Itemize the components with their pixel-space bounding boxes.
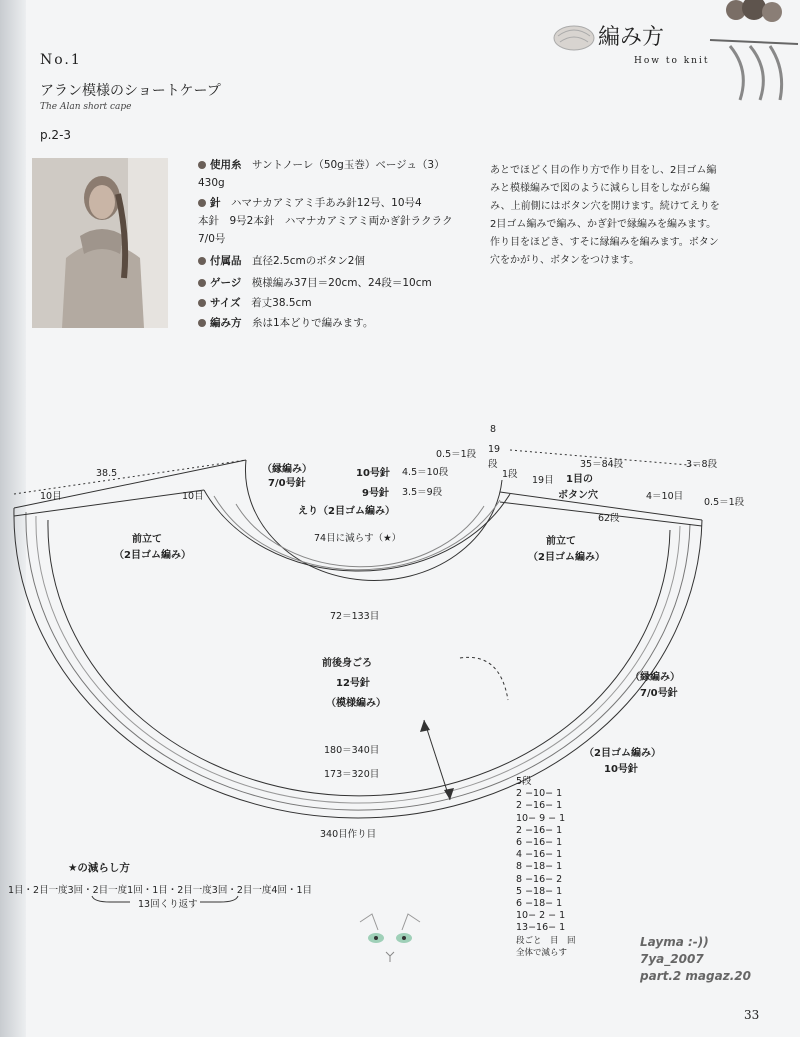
rows-header: 5段 <box>516 776 532 787</box>
spec-method <box>198 314 464 332</box>
decrease-repeat: 13回くり返す <box>138 899 198 910</box>
pattern-title: アラン模様のショートケープ <box>40 83 221 99</box>
dim-top-05: 0.5＝1段 <box>436 449 477 460</box>
rows-item: 4 −16− 1 <box>516 849 563 861</box>
rows-item: 10− 9 − 1 <box>516 812 566 824</box>
label-count-180: 180＝340目 <box>324 745 380 756</box>
label-edge-right-needle: 7/0号針 <box>640 688 678 699</box>
spec-method-label: 編み方 <box>210 317 242 329</box>
decrease-title: ★の減らし方 <box>68 862 130 874</box>
signature-line: part.2 magaz.20 <box>640 969 751 983</box>
spec-size <box>198 294 464 312</box>
instructions-text <box>490 162 760 270</box>
signature <box>640 934 751 985</box>
header-howto: How to knit <box>634 56 710 66</box>
spec-gauge <box>198 274 464 292</box>
label-front-right: 前立て <box>546 536 576 547</box>
label-count-173: 173＝320目 <box>324 769 380 780</box>
label-rib-right-needle: 10号針 <box>604 764 638 775</box>
label-body-needle: 12号針 <box>336 678 370 689</box>
page-reference: p.2-3 <box>40 128 72 142</box>
rows-item: 13−16− 1 <box>516 922 566 934</box>
dim-top-19: 19 <box>488 444 501 455</box>
spec-notions-text: 直径2.5cmのボタン2個 <box>252 255 365 267</box>
label-front-left-rib: （2目ゴム編み） <box>114 550 191 561</box>
bullet-icon <box>198 257 206 265</box>
rows-item: 10− 2 − 1 <box>516 910 566 922</box>
label-front-left: 前立て <box>132 534 162 545</box>
page-number: 33 <box>744 1008 760 1022</box>
rows-footer2: 全体で減らす <box>516 947 568 958</box>
label-buttonhole2: ボタン穴 <box>558 490 598 501</box>
dim-top-19me: 19目 <box>532 475 554 486</box>
rows-footer: 段ごと 目 回 <box>516 935 576 946</box>
dim-right-10me: 4＝10目 <box>646 491 684 502</box>
label-needle9-rows: 3.5＝9段 <box>402 487 443 498</box>
label-body-stitch: （模様編み） <box>326 698 386 709</box>
spec-size-label: サイズ <box>210 297 241 309</box>
dim-left-10me: 10目 <box>40 491 62 502</box>
signature-line: 7ya_2007 <box>640 952 704 966</box>
spec-needle-text: ハマナカアミアミ手あみ針12号、10号4 <box>231 197 422 209</box>
spec-gauge-text: 模様編み37目＝20cm、24段＝10cm <box>251 277 432 289</box>
rows-item: 2 −16− 1 <box>516 800 563 812</box>
dim-right-05: 0.5＝1段 <box>704 497 745 508</box>
spec-yarn <box>198 156 464 192</box>
label-buttonhole: 1目の <box>566 474 593 485</box>
cape-schematic-diagram <box>0 420 800 860</box>
label-front-right-rib: （2目ゴム編み） <box>528 552 605 563</box>
label-collar: えり（2目ゴム編み） <box>298 506 395 517</box>
spec-needle <box>198 194 464 248</box>
spec-notions <box>198 252 464 270</box>
rows-item: 8 −18− 1 <box>516 861 563 873</box>
dim-top-3: 3＝8段 <box>686 459 718 470</box>
label-needle10: 10号針 <box>356 468 390 479</box>
label-edge-right: （縁編み） <box>630 672 680 683</box>
bullet-icon <box>198 319 206 327</box>
instructions-line: み、上前側にはボタン穴を開けます。続けてえりを <box>490 201 720 212</box>
instructions-line: みと模様編みで図のように減らし目をしながら編 <box>490 183 710 194</box>
dim-top-left: 38.5 <box>96 468 118 479</box>
model-photo <box>32 158 168 328</box>
rows-item: 6 −18− 1 <box>516 898 563 910</box>
spec-size-text: 着丈38.5cm <box>251 297 312 309</box>
instructions-line: 2目ゴム編みで編み、かぎ針で縁編みを編みます。 <box>490 219 717 230</box>
yarn-ball-decoration <box>552 14 596 54</box>
rows-item: 2 −10− 1 <box>516 788 563 800</box>
label-needle9: 9号針 <box>362 488 389 499</box>
cat-face-illustration <box>350 912 430 976</box>
bullet-icon <box>198 199 206 207</box>
instructions-line: 作り目をほどき、すそに縁編みを編みます。ボタン <box>490 237 719 248</box>
row-decrease-table <box>516 776 596 959</box>
rows-item: 6 −16− 1 <box>516 837 563 849</box>
label-cast-on: 340目作り目 <box>320 829 377 840</box>
label-edge-top: （縁編み） <box>262 464 312 475</box>
pattern-subtitle: The Alan short cape <box>40 102 132 112</box>
rows-item: 2 −16− 1 <box>516 824 563 836</box>
bullet-icon <box>198 279 206 287</box>
label-body: 前後身ごろ <box>322 658 372 669</box>
bullet-icon <box>198 299 206 307</box>
label-needle10-rows: 4.5＝10段 <box>402 467 449 478</box>
spec-gauge-label: ゲージ <box>210 277 242 289</box>
header-title: 編み方 <box>598 25 665 50</box>
rows-item: 5 −18− 1 <box>516 885 563 897</box>
spec-notions-label: 付属品 <box>210 255 242 267</box>
label-neck-count: 72＝133目 <box>330 611 380 622</box>
instructions-line: あとでほどく目の作り方で作り目をし、2目ゴム編 <box>490 165 717 176</box>
spec-needle-text2: 本針 9号2本針 ハマナカアミアミ両かぎ針ラクラク7/0号 <box>198 215 453 245</box>
dim-right-62: 62段 <box>598 513 620 524</box>
signature-line: Layma :-)) <box>640 935 709 949</box>
dim-top-8: 8 <box>490 424 497 435</box>
spec-needle-label: 針 <box>210 197 221 209</box>
repeat-bracket <box>90 894 240 908</box>
spec-yarn-label: 使用糸 <box>210 159 242 171</box>
spec-yarn-text: サントノーレ（50g玉巻）ベージュ（3） <box>252 159 445 171</box>
knitting-needle-illustration <box>690 0 800 120</box>
dim-top-1dan: 1段 <box>502 469 518 480</box>
pattern-number: No.1 <box>40 52 82 68</box>
bullet-icon <box>198 161 206 169</box>
label-edge-top-needle: 7/0号針 <box>268 478 306 489</box>
rows-item: 8 −16− 2 <box>516 873 563 885</box>
spec-method-text: 糸は1本どりで編みます。 <box>252 317 374 329</box>
dim-mid-10me: 10目 <box>182 491 204 502</box>
instructions-line: 穴をかがり、ボタンをつけます。 <box>490 255 640 266</box>
spec-yarn-text2: 430g <box>198 177 225 189</box>
dim-top-19-unit: 段 <box>488 459 498 470</box>
label-collar-decrease: 74目に減らす（★） <box>314 533 402 544</box>
decrease-line: 1目・2目一度3回・2目一度1回・1目・2目一度3回・2目一度4回・1目 <box>8 885 312 896</box>
dim-top-35: 35＝84段 <box>580 459 624 470</box>
label-rib-right: （2目ゴム編み） <box>584 748 661 759</box>
